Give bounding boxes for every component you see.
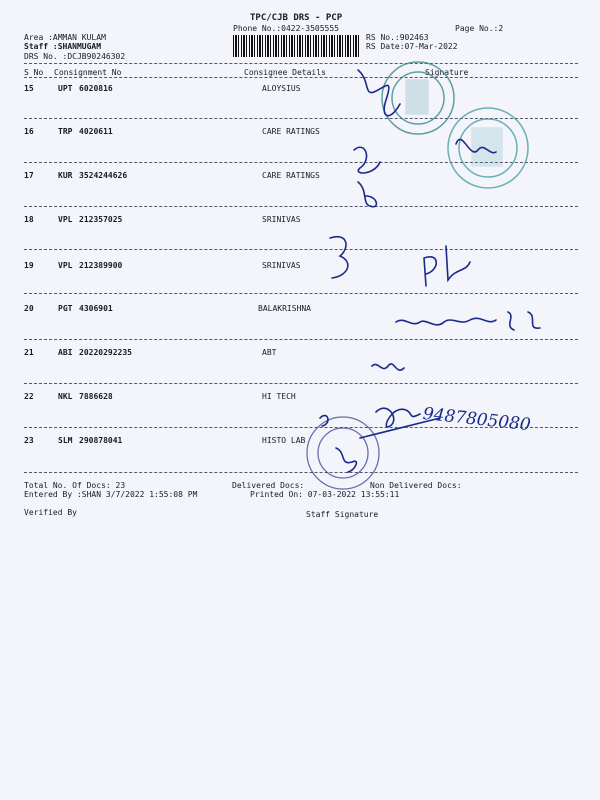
- row-consignee: HISTO LAB: [262, 436, 306, 445]
- row-sno: 18: [24, 215, 34, 224]
- row-sno: 22: [24, 392, 34, 401]
- row-consignee: ABT: [262, 348, 277, 357]
- signature-row-23: [320, 416, 356, 472]
- document-title: TPC/CJB DRS - PCP: [250, 13, 343, 23]
- row-sno: 20: [24, 304, 34, 313]
- row-consignment-code: SLM: [58, 436, 73, 445]
- rs-date: RS Date:07-Mar-2022: [366, 42, 458, 51]
- row-sno: 15: [24, 84, 34, 93]
- row-consignment-number: 290878041: [79, 436, 123, 445]
- staff-signature-label: Staff Signature: [306, 510, 379, 519]
- printed-on: Printed On: 07-03-2022 13:55:11: [250, 490, 400, 499]
- row-sno: 19: [24, 261, 34, 270]
- column-header-signature: Signature: [425, 68, 469, 77]
- row-sno: 16: [24, 127, 34, 136]
- row-consignment-code: NKL: [58, 392, 73, 401]
- row-sno: 21: [24, 348, 34, 357]
- row-consignee: CARE RATINGS: [262, 171, 320, 180]
- non-delivered-docs: Non Delivered Docs:: [370, 481, 462, 490]
- row-consignment-number: 4306901: [79, 304, 113, 313]
- row-consignment-number: 4020611: [79, 127, 113, 136]
- signature-row-19: [424, 246, 470, 286]
- staff-label: Staff :SHANMUGAM: [24, 42, 102, 51]
- rs-number: RS No.:902463: [366, 33, 429, 42]
- signature-row-20: [396, 312, 540, 330]
- row-consignee: SRINIVAS: [262, 215, 301, 224]
- row-consignment-number: 7886628: [79, 392, 113, 401]
- row-consignment-code: UPT: [58, 84, 73, 93]
- row-consignment-number: 20220292235: [79, 348, 132, 357]
- row-consignee: BALAKRISHNA: [258, 304, 311, 313]
- row-consignment-code: PGT: [58, 304, 73, 313]
- row-consignment-code: TRP: [58, 127, 73, 136]
- row-consignment-code: ABI: [58, 348, 73, 357]
- row-consignment-number: 212357025: [79, 215, 123, 224]
- delivered-docs: Delivered Docs:: [232, 481, 305, 490]
- row-consignee: SRINIVAS: [262, 261, 301, 270]
- area-label: Area :AMMAN KULAM: [24, 33, 106, 42]
- signature-row-21: [372, 364, 404, 370]
- row-consignment-code: KUR: [58, 171, 73, 180]
- drs-number: DRS No. :DCJB90246302: [24, 52, 126, 61]
- row-consignment-number: 212389900: [79, 261, 123, 270]
- total-docs: Total No. Of Docs: 23: [24, 481, 126, 490]
- page-number: Page No.:2: [455, 24, 504, 33]
- verified-by: Verified By: [24, 508, 77, 517]
- signature-row-18: [330, 237, 348, 278]
- row-consignment-number: 3524244626: [79, 171, 128, 180]
- handwritten-phone-note: 9487805080: [421, 404, 532, 436]
- row-sno: 17: [24, 171, 34, 180]
- delivery-stamp-3: [307, 417, 379, 489]
- row-consignment-code: VPL: [58, 261, 73, 270]
- delivery-stamp-2: [448, 108, 528, 188]
- row-consignment-code: VPL: [58, 215, 73, 224]
- delivery-stamp-1: [382, 62, 454, 134]
- signature-row-17: [358, 182, 376, 207]
- entered-by: Entered By :SHAN 3/7/2022 1:55:08 PM: [24, 490, 198, 499]
- column-header-consignee: Consignee Details: [244, 68, 326, 77]
- row-sno: 23: [24, 436, 34, 445]
- phone-number: Phone No.:0422-3505555: [233, 24, 339, 33]
- row-consignee: HI TECH: [262, 392, 296, 401]
- row-consignee: ALOYSIUS: [262, 84, 301, 93]
- row-consignee: CARE RATINGS: [262, 127, 320, 136]
- row-consignment-number: 6020816: [79, 84, 113, 93]
- column-header-consignment: Consignment No: [54, 68, 122, 77]
- column-header-sno: S No: [24, 68, 44, 77]
